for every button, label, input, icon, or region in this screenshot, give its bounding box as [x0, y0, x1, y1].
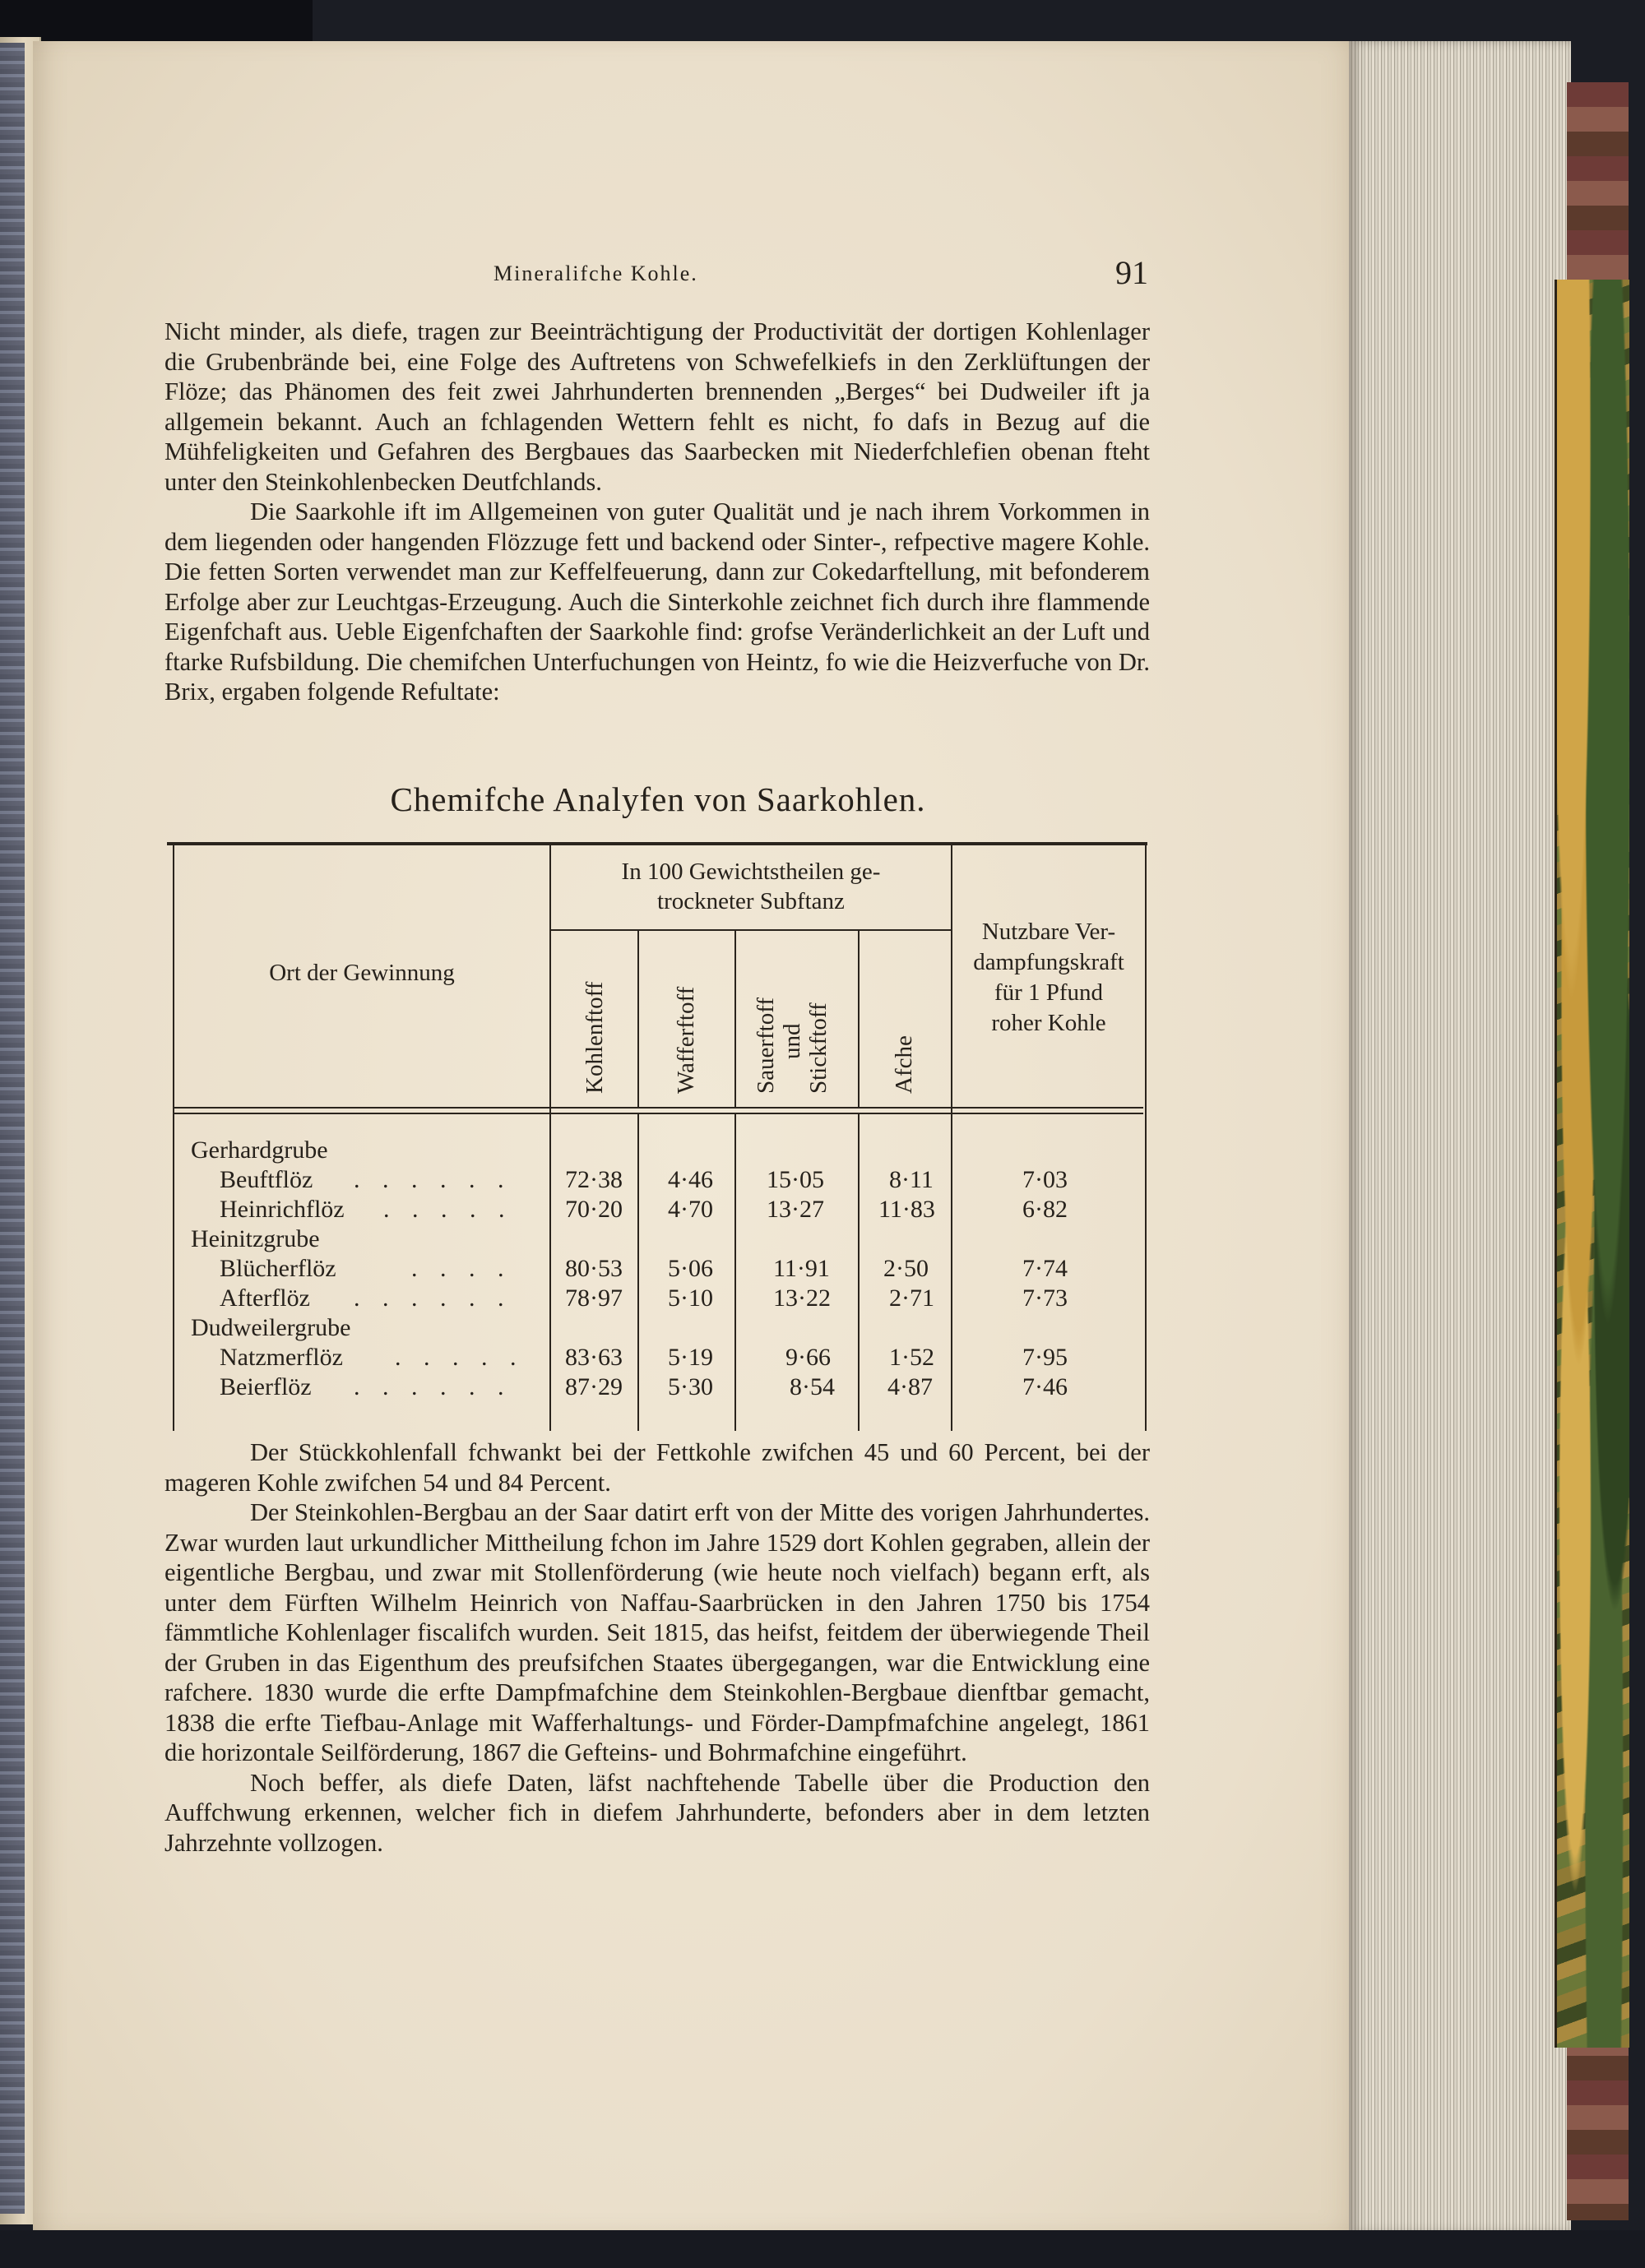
cell-carbon: 83·63	[565, 1344, 623, 1371]
header-oxygen-line: Sauerftoff	[753, 997, 779, 1094]
cell-oxygen: 13·22	[773, 1284, 831, 1312]
header-oxygen-line: Stickftoff	[805, 1002, 832, 1094]
cell-ash: 2·50	[883, 1255, 929, 1282]
column-divider	[858, 931, 860, 1107]
table-title: Chemifche Analyfen von Saarkohlen.	[390, 780, 926, 818]
cell-hydrogen: 5·30	[668, 1373, 713, 1400]
cell-power: 7·95	[1022, 1344, 1068, 1371]
header-power	[952, 917, 1145, 1039]
intro-text	[164, 317, 1150, 707]
header-ash: Afche	[891, 1035, 917, 1094]
group-header-rule	[549, 929, 951, 931]
table-row	[0, 1344, 1645, 1373]
table-row	[0, 1284, 1645, 1314]
header-hydrogen: Wafferftoff	[673, 986, 699, 1094]
row-name: Afterflöz	[220, 1284, 310, 1312]
cell-carbon: 78·97	[565, 1284, 623, 1312]
group-label: Dudweilergrube	[191, 1314, 351, 1341]
header-place: Ort der Gewinnung	[269, 960, 455, 986]
outro-text	[164, 1437, 1150, 1858]
header-power-line: roher Kohle	[991, 1010, 1106, 1036]
cell-ash: 4·87	[887, 1373, 933, 1400]
header-group-line: trockneter Subftanz	[657, 888, 845, 914]
cell-ash: 8·11	[889, 1166, 934, 1193]
outro-paragraph-1: Der Stückkohlenfall fchwankt bei der Fettkohle zwifchen 45 und 60 Percent, bei der mageren Kohle zwifchen 54 und 84 Percent.	[164, 1438, 1150, 1497]
header-group-line: In 100 Gewichtstheilen ge-	[621, 859, 881, 885]
table-top-rule	[167, 842, 1147, 845]
intro-paragraph-1: Nicht minder, als diefe, tragen zur Beeinträchtigung der Productivität der dortigen Kohlenlager die Grubenbrände bei, eine Folge des Auftretens von Schwefelkiefs in den Zerklüftungen der Flöze; das Phänomen des feit zwei Jahrhunderten brennenden „Berges“ bei Dudweiler ift ja allgemein bekannt. Auch an fchlagenden Wettern fehlt es nicht, fo dafs in Bezug auf die Mühfeligkeiten und Gefahren des Bergbaues das Saarbecken mit Niederfchlefien obenan fteht unter den Steinkohlenbecken Deutfchlands.	[164, 317, 1150, 496]
background-bottom	[0, 2230, 1645, 2268]
row-leader: . . . . .	[383, 1196, 513, 1223]
cell-hydrogen: 5·06	[668, 1255, 713, 1282]
row-name: Blücherflöz	[220, 1255, 336, 1282]
column-divider	[734, 931, 736, 1107]
table-row	[0, 1373, 1645, 1403]
row-leader: . . . . . .	[354, 1373, 512, 1400]
header-oxygen	[753, 997, 832, 1094]
cell-carbon: 72·38	[565, 1166, 623, 1193]
row-name: Natzmerflöz	[220, 1344, 343, 1371]
header-bottom-rule	[173, 1107, 1143, 1109]
header-power-line: für 1 Pfund	[994, 979, 1104, 1006]
header-power-line: dampfungskraft	[973, 949, 1124, 975]
cell-carbon: 80·53	[565, 1255, 623, 1282]
cell-oxygen: 11·91	[773, 1255, 830, 1282]
row-leader: . . . . .	[395, 1344, 525, 1371]
row-leader: . . . . . .	[354, 1166, 512, 1193]
cell-ash: 2·71	[889, 1284, 934, 1312]
row-leader: . . . . . .	[354, 1284, 512, 1312]
cell-oxygen: 9·66	[785, 1344, 831, 1371]
left-binding-edge	[0, 43, 25, 2214]
background-dark	[0, 0, 313, 45]
header-bottom-rule	[173, 1113, 1143, 1114]
cell-hydrogen: 5·19	[668, 1344, 713, 1371]
header-carbon: Kohlenftoff	[582, 981, 608, 1094]
cell-oxygen: 15·05	[767, 1166, 824, 1193]
cell-carbon: 70·20	[565, 1196, 623, 1223]
table-row	[0, 1255, 1645, 1284]
table-row	[0, 1196, 1645, 1225]
header-power-line: Nutzbare Ver-	[981, 919, 1116, 945]
column-divider	[637, 931, 639, 1107]
cell-power: 7·03	[1022, 1166, 1068, 1193]
cell-power: 6·82	[1022, 1196, 1068, 1223]
cell-power: 7·46	[1022, 1373, 1068, 1400]
table-row	[0, 1166, 1645, 1196]
header-group	[553, 857, 949, 916]
cell-hydrogen: 4·46	[668, 1166, 713, 1193]
intro-paragraph-2: Die Saarkohle ift im Allgemeinen von guter Qualität und je nach ihrem Vorkommen in dem liegenden oder hangenden Flözzuge fett und backend oder Sinter-, refpective magere Kohle. Die fetten Sorten verwendet man zur Keffelfeuerung, dann zur Cokedarftellung, mit befonderem Erfolge aber zur Leuchtgas-Erzeugung. Auch die Sinterkohle zeichnet fich durch ihre flammende Eigenfchaft aus. Ueble Eigenfchaften der Saarkohle find: grofse Veränderlichkeit an der Luft und ftarke Rufsbildung. Die chemifchen Unterfuchungen von Heintz, fo wie die Heizverfuche von Dr. Brix, ergaben folgende Refultate:	[164, 498, 1150, 706]
outro-paragraph-3: Noch beffer, als diefe Daten, läfst nachftehende Tabelle über die Production den Auffchwung erkennen, welcher fich in diefem Jahrhunderte, befonders aber in dem letzten Jahrzehnte vollzogen.	[164, 1768, 1150, 1857]
outro-paragraph-2: Der Steinkohlen-Bergbau an der Saar datirt erft von der Mitte des vorigen Jahrhundertes. Zwar wurden laut urkundlicher Mittheilung fchon im Jahre 1529 dort Kohlen gegraben, allein der eigentliche Bergbau, und zwar mit Stollenförderung (wie heute noch vielfach) begann erft, als unter dem Fürften Wilhelm Heinrich von Naffau-Saarbrücken in den Jahren 1750 bis 1754 fämmtliche Kohlenlager fiscalifch wurden. Seit 1815, das heifst, feitdem der überwiegende Theil der Gruben in das Eigenthum des preufsifchen Staates übergegangen, war die Entwicklung eine rafchere. 1830 wurde die erfte Dampfmafchine dem Steinkohlen-Bergbaue dienftbar gemacht, 1838 die erfte Tiefbau-Anlage mit Wafferhaltungs- und Förder-Dampfmafchine angelegt, 1861 die horizontale Seilförderung, 1867 die Gefteins- und Bohrmafchine eingeführt.	[164, 1498, 1150, 1766]
group-label: Gerhardgrube	[191, 1136, 328, 1164]
cell-hydrogen: 4·70	[668, 1196, 713, 1223]
page-number: 91	[1115, 254, 1148, 291]
cell-hydrogen: 5·10	[668, 1284, 713, 1312]
running-title: Mineralifche Kohle.	[494, 262, 698, 285]
row-leader: . . . .	[411, 1255, 512, 1282]
row-name: Heinrichflöz	[220, 1196, 345, 1223]
group-label: Heinitzgrube	[191, 1225, 320, 1252]
cell-ash: 11·83	[878, 1196, 935, 1223]
header-oxygen-line: und	[779, 1023, 805, 1059]
cell-oxygen: 13·27	[767, 1196, 824, 1223]
row-name: Beierflöz	[220, 1373, 312, 1400]
cell-ash: 1·52	[889, 1344, 934, 1371]
cell-power: 7·74	[1022, 1255, 1068, 1282]
cell-carbon: 87·29	[565, 1373, 623, 1400]
cell-power: 7·73	[1022, 1284, 1068, 1312]
row-name: Beuftflöz	[220, 1166, 313, 1193]
cell-oxygen: 8·54	[790, 1373, 835, 1400]
page-stack-edge	[1349, 41, 1571, 2233]
marbled-edge	[1555, 280, 1629, 2048]
